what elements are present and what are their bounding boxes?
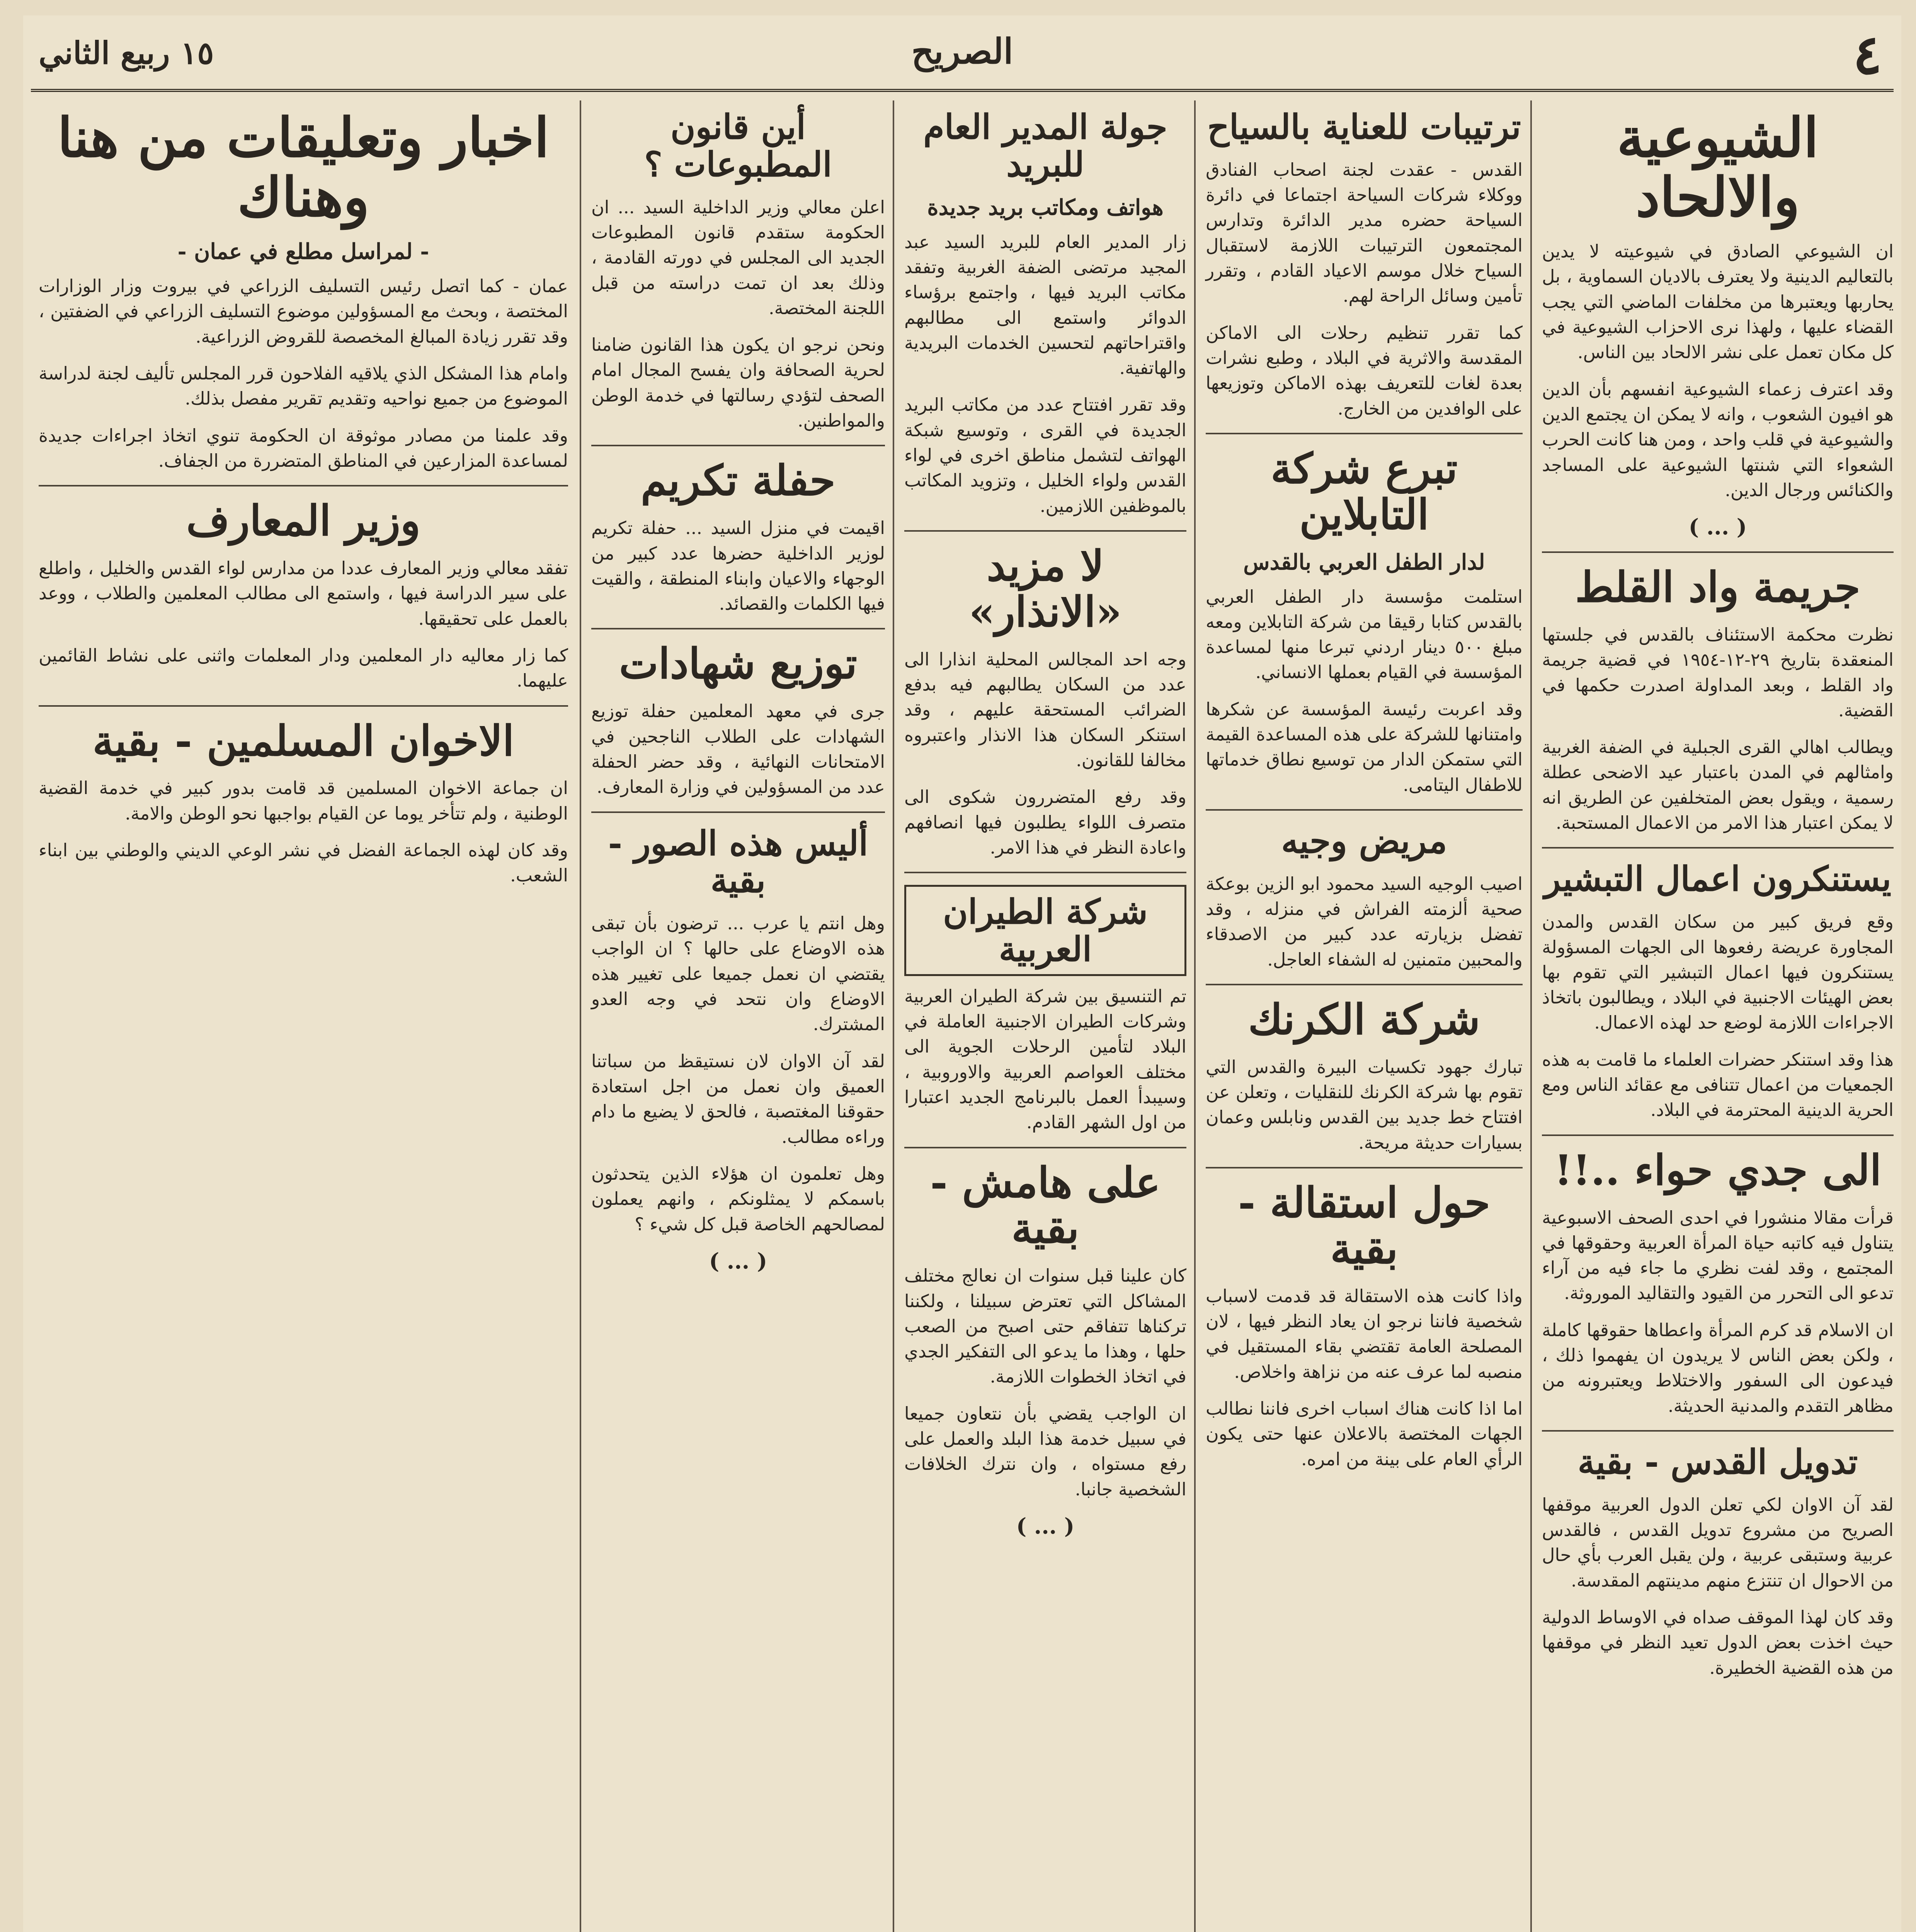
article-text: كما زار معاليه دار المعلمين ودار المعلمات واثنى على نشاط القائمين عليهما.	[39, 645, 568, 691]
article-text: قرأت مقالا منشورا في احدى الصحف الاسبوعية يتناول فيه كاتبه حياة المرأة العربية وحقوقها في المجتمع ، وقد لفت نظري ما جاء فيه من آراء تدعو الى التحرر من القيود والتقاليد الموروثة.	[1542, 1207, 1894, 1304]
divider	[1542, 847, 1894, 849]
headline-honor-party: حفلة تكريم	[641, 456, 835, 505]
article-text: اقيمت في منزل السيد ... حفلة تكريم لوزير الداخلية حضرها عدد كبير من الوجهاء والاعيان وابناء المنطقة ، والقيت فيها الكلمات والقصائد.	[591, 517, 885, 614]
headline-missionary-protest: يستنكرون اعمال التبشير	[1544, 859, 1892, 899]
divider	[1206, 433, 1523, 434]
column-rule	[1530, 100, 1532, 1932]
article-text: عمان - كما اتصل رئيس التسليف الزراعي في بيروت وزار الوزارات المختصة ، وبحث مع المسؤولين موضوع التسليف الزراعي في الضفتين ، وقد تقرر زيادة المبالغ المخصصة للقروض الزراعية.	[39, 276, 568, 347]
divider	[1206, 1167, 1523, 1168]
article-text: وقد كان لهذه الجماعة الفضل في نشر الوعي الديني والوطني بين ابناء الشعب.	[39, 839, 568, 886]
article-text: وقد تقرر افتتاح عدد من مكاتب البريد الجديدة في القرى ، وتوسيع شبكة الهواتف لتشمل مناطق اخرى في لواء القدس ولواء الخليل ، وتزويد المكاتب بالموظفين اللازمين.	[904, 394, 1186, 516]
headline-these-pictures: أليس هذه الصور - بقية	[608, 823, 868, 901]
column-1	[1534, 100, 1901, 1932]
article-text: وقد رفع المتضررون شكوى الى متصرف اللواء يطلبون فيها انصافهم واعادة النظر في هذا الامر.	[904, 786, 1186, 858]
article-text: واذا كانت هذه الاستقالة قد قدمت لاسباب شخصية فاننا نرجو ان يعاد النظر فيها ، لان المصلحة العامة تقتضي بقاء المستقيل في منصبه لما عرف عنه من نزاهة واخلاص.	[1206, 1285, 1523, 1382]
article-text: وقد كان لهذا الموقف صداه في الاوساط الدولية حيث اخذت بعض الدول تعيد النظر في موقفها من هذه القضية الخطيرة.	[1542, 1607, 1894, 1678]
headline-ill-notable: مريض وجيه	[1281, 821, 1447, 861]
article-text: لقد آن الاوان لان نستيقظ من سباتنا العميق وان نعمل من اجل استعادة حقوقنا المغتصبة ، فالحق لا يضيع ما دام وراءه مطالب.	[591, 1050, 885, 1147]
headline-postmaster-tour: جولة المدير العام للبريد	[923, 107, 1167, 184]
article-text: اصيب الوجيه السيد محمود ابو الزين بوعكة صحية ألزمته الفراش في منزله ، وقد تفضل بزيارته عدد كبير من الاصدقاء والمحبين متمنين له الشفاء العاجل.	[1206, 873, 1523, 970]
article-text: اعلن معالي وزير الداخلية السيد ... ان الحكومة ستقدم قانون المطبوعات الجديد الى المجلس في دورته القادمة ، وذلك بعد ان تمت دراسته من قبل اللجنة المختصة.	[591, 196, 885, 318]
headline-certificates: توزيع شهادات	[619, 639, 858, 689]
headline-grandmother-eve: الى جدي حواء ..!!	[1554, 1146, 1882, 1195]
column-rule	[893, 100, 894, 1932]
headline-tourists-care: ترتيبات للعناية بالسياح	[1207, 107, 1521, 147]
article-text: تفقد معالي وزير المعارف عددا من مدارس لواء القدس والخليل ، واطلع على سير الدراسة فيها ، واستمع الى مطالب المعلمين والطلاب ، ووعد بالعمل على تحقيقها.	[39, 557, 568, 629]
article-text: استلمت مؤسسة دار الطفل العربي بالقدس كتابا رقيقا من شركة التابلاين ومعه مبلغ ٥٠٠ دينار اردني تبرعا منها لمساعدة المؤسسة في القيام بعملها الانساني.	[1206, 586, 1523, 683]
article-text: لقد آن الاوان لكي تعلن الدول العربية موقفها الصريح من مشروع تدويل القدس ، فالقدس عربية وستبقى عربية ، ولن يقبل العرب بأي حال من الاحوال ان تنتزع منهم مدينتهم المقدسة.	[1542, 1494, 1894, 1591]
article-text: تبارك جهود تكسيات البيرة والقدس التي تقوم بها شركة الكرنك للنقليات ، وتعلن عن افتتاح خط جديد بين القدس ونابلس وعمان بسيارات حديثة مريحة.	[1206, 1056, 1523, 1153]
article-text: وقد علمنا من مصادر موثوقة ان الحكومة تنوي اتخاذ اجراءات جديدة لمساعدة المزارعين في المناطق المتضررة من الجفاف.	[39, 425, 568, 471]
article-text: ان جماعة الاخوان المسلمين قد قامت بدور كبير في خدمة القضية الوطنية ، ولم تتأخر يوما عن القيام بواجبها نحو الوطن والامة.	[39, 777, 568, 824]
article-text: تم التنسيق بين شركة الطيران العربية وشركات الطيران الاجنبية العاملة في البلاد لتأمين الرحلات الجوية الى مختلف العواصم العربية والاوروبية ، وسيبدأ العمل بالبرنامج الجديد اعتبارا من اول الشهر القادم.	[904, 985, 1186, 1133]
article-text: ان الشيوعي الصادق في شيوعيته لا يدين بالتعاليم الدينية ولا يعترف بالاديان السماوية ، بل يحاربها ويعتبرها من مخلفات الماضي التي يجب القضاء عليها ، ولهذا نرى الاحزاب الشيوعية في كل مكان تعمل على نشر الالحاد بين الناس.	[1542, 241, 1894, 363]
article-text: اما اذا كانت هناك اسباب اخرى فاننا نطالب الجهات المختصة بالاعلان عنها حتى يكون الرأي العام على بينة من امره.	[1206, 1398, 1523, 1469]
headline-muslim-brotherhood: الاخوان المسلمين - بقية	[92, 716, 514, 765]
divider	[1542, 551, 1894, 553]
article-text: زار المدير العام للبريد السيد عبد المجيد مرتضى الضفة الغربية وتفقد مكاتب البريد فيها ، واجتمع برؤساء الدوائر واستمع الى مطالبهم واقتراحاتهم لتحسين الخدمات البريدية والهاتفية.	[904, 231, 1186, 379]
newspaper-page	[23, 15, 1901, 1932]
divider	[39, 485, 568, 486]
headline-warning: لا مزيد «الانذار»	[969, 542, 1122, 636]
column-rule	[580, 100, 581, 1932]
column-4	[584, 100, 893, 1932]
divider	[39, 705, 568, 707]
column-5	[31, 100, 576, 1932]
article-text: ان الاسلام قد كرم المرأة واعطاها حقوقها كاملة ، ولكن بعض الناس لا يريدون ان يفهموا ذلك ، فيدعون الى السفور والاختلاط ويعتبرونه من مظاهر التقدم والمدنية الحديثة.	[1542, 1319, 1894, 1416]
divider	[1542, 1430, 1894, 1432]
headline-internationalization: تدويل القدس - بقية	[1577, 1442, 1858, 1482]
article-text: وقع فريق كبير من سكان القدس والمدن المجاورة عريضة رفعوها الى الجهات المسؤولة يستنكرون فيها اعمال التبشير التي تقوم بها بعض الهيئات الاجنبية في البلاد ، ويطالبون باتخاذ الاجراءات اللازمة لوضع حد لهذه الاعمال.	[1542, 911, 1894, 1033]
article-text: وهل انتم يا عرب ... ترضون بأن تبقى هذه الاوضاع على حالها ؟ ان الواجب يقتضي ان نعمل جميعا على تغيير هذه الاوضاع وان نتحد في وجه العدو المشترك.	[591, 913, 885, 1035]
article-text: ويطالب اهالي القرى الجبلية في الضفة الغربية وامثالهم في المدن باعتبار عيد الاضحى عطلة رسمية ، ويقول بعض المتخلفين عن الطريق انه لا يمكن اعتبار هذا الامر من الاعمال المستحبة.	[1542, 736, 1894, 833]
headline-press-law: أين قانون المطبوعات ؟	[644, 107, 832, 184]
article-end: ( ... )	[709, 1248, 767, 1274]
headline-communism-atheism: الشيوعية والالحاد	[1617, 106, 1819, 229]
article-text: كان علينا قبل سنوات ان نعالج مختلف المشاكل التي تعترض سبيلنا ، ولكننا تركناها تتفاقم حتى اصبح من الصعب حلها ، وهذا ما يدعو الى التفكير الجدي في اتخاذ الخطوات اللازمة.	[904, 1265, 1186, 1387]
article-text: ان الواجب يقضي بأن نتعاون جميعا في سبيل خدمة هذا البلد والعمل على رفع مستواه ، وان نترك الخلافات الشخصية جانبا.	[904, 1403, 1187, 1500]
article-end: ( ... )	[1016, 1514, 1075, 1539]
subheadline: لدار الطفل العربي بالقدس	[1243, 549, 1485, 575]
headline-karnak-company: شركة الكرنك	[1248, 995, 1480, 1044]
subheadline: هواتف ومكاتب بريد جديدة	[927, 194, 1164, 220]
subheadline: - لمراسل مطلع في عمان -	[177, 239, 429, 264]
newspaper-name: الصريح	[911, 31, 1013, 72]
divider	[1206, 984, 1523, 985]
article-text: نظرت محكمة الاستئناف بالقدس في جلستها المنعقدة بتاريخ ٢٩-١٢-١٩٥٤ في قضية جريمة واد القلط ، وبعد المداولة اصدرت حكمها في القضية.	[1542, 624, 1894, 721]
headline-education-minister: وزير المعارف	[186, 497, 421, 546]
article-end: ( ... )	[1688, 514, 1747, 540]
page-number: ٤	[1853, 23, 1882, 87]
article-text: وامام هذا المشكل الذي يلاقيه الفلاحون قرر المجلس تأليف لجنة لدراسة الموضوع من جميع نواحيه وتقديم تقرير مفصل بذلك.	[39, 362, 568, 409]
article-text: وقد اعربت رئيسة المؤسسة عن شكرها وامتنانها للشركة على هذه المساعدة القيمة التي ستمكن الدار من توسيع نطاق خدماتها للاطفال اليتامى.	[1206, 698, 1523, 795]
headline-news-comments: اخبار وتعليقات من هنا وهناك	[57, 106, 550, 229]
article-text: وهل تعلمون ان هؤلاء الذين يتحدثون باسمكم لا يمثلونكم ، وانهم يعملون لمصالحهم الخاصة قبل كل شيء ؟	[591, 1163, 885, 1235]
divider	[904, 872, 1186, 873]
headline-arab-airline: شركة الطيران العربية	[904, 885, 1186, 976]
issue-date: ١٥ ربيع الثاني	[39, 35, 214, 71]
headline-tapline-donation: تبرع شركة التابلاين	[1271, 444, 1458, 539]
article-text: كما تقرر تنظيم رحلات الى الاماكن المقدسة والاثرية في البلاد ، وطبع نشرات بعدة لغات للتعريف بهذه الاماكن وتوزيعها على الوافدين من الخارج.	[1206, 322, 1523, 419]
headline-wadi-qelt-crime: جريمة واد القلط	[1575, 563, 1861, 612]
article-text: وجه احد المجالس المحلية انذارا الى عدد من السكان يطالبهم فيه بدفع الضرائب المستحقة عليهم ، وقد استنكر السكان هذا الانذار واعتبروه مخالفا للقانون.	[904, 648, 1186, 770]
divider	[1542, 1134, 1894, 1136]
divider	[591, 445, 885, 446]
headline-on-margin: على هامش - بقية	[930, 1158, 1160, 1253]
masthead	[31, 19, 1894, 92]
column-2	[1198, 100, 1530, 1932]
article-text: القدس - عقدت لجنة اصحاب الفنادق ووكلاء شركات السياحة اجتماعا في دائرة السياحة حضره مدير الدائرة وتدارس المجتمعون الترتيبات اللازمة لاستقبال السياح خلال موسم الاعياد القادم ، وتقرر تأمين وسائل الراحة لهم.	[1206, 159, 1523, 306]
divider	[904, 530, 1186, 532]
article-text: هذا وقد استنكر حضرات العلماء ما قامت به هذه الجمعيات من اعمال تتنافى مع عقائد الناس ومع الحرية الدينية المحترمة في البلاد.	[1542, 1049, 1894, 1121]
divider	[591, 811, 885, 813]
headline-resignation: حول استقالة - بقية	[1238, 1179, 1491, 1273]
column-rule	[1194, 100, 1196, 1932]
divider	[591, 628, 885, 629]
article-text: ونحن نرجو ان يكون هذا القانون ضامنا لحرية الصحافة وان يفسح المجال امام الصحف لتؤدي رسالتها في خدمة الوطن والمواطنين.	[591, 334, 885, 431]
divider	[1206, 809, 1523, 811]
article-text: جرى في معهد المعلمين حفلة توزيع الشهادات على الطلاب الناجحين في الامتحانات النهائية ، وقد حضر الحفلة عدد من المسؤولين في وزارة المعارف.	[591, 701, 885, 798]
column-3	[897, 100, 1194, 1932]
divider	[904, 1147, 1186, 1148]
article-text: وقد اعترف زعماء الشيوعية انفسهم بأن الدين هو افيون الشعوب ، وانه لا يمكن ان يجتمع الدين والشيوعية في قلب واحد ، ومن هنا كانت الحرب الشعواء التي شنتها الشيوعية على المساجد والكنائس ورجال الدين.	[1542, 378, 1894, 500]
